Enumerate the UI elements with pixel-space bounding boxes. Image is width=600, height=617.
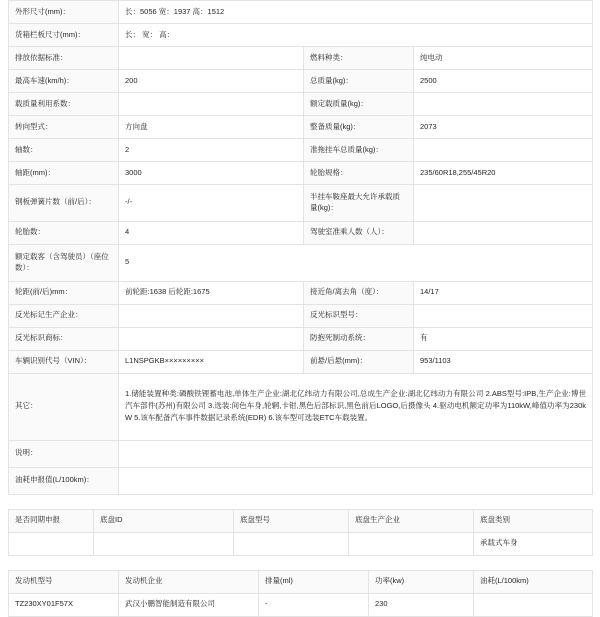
row-value-reflector-brand [119,327,304,350]
table-row [9,185,593,222]
engine-cell-企业: 武汉小鹏智能制造有限公司 [119,593,259,616]
row-value-fuel-consumption [119,467,593,494]
row-label-axle-count: 轴数： [9,139,119,162]
row-label-leaf-spring: 钢板弹簧片数（前/后）： [9,185,119,222]
row-label-gross-mass: 总质量(kg)： [304,70,414,93]
chassis-header-底盘类别: 底盘类别 [474,509,593,532]
engine-cell-排量: - [259,593,369,616]
row-label-tire-spec: 轮胎规格： [304,162,414,185]
row-label-fuel-consumption: 油耗申报值(L/100km)： [9,467,119,494]
table-row [9,139,593,162]
row-value-cargo-box: 长： 宽： 高： [119,24,593,47]
row-label-other-notes: 其它： [9,373,119,440]
row-label-vin: 车辆识别代号（VIN）： [9,350,119,373]
row-value-reflector-model [414,304,593,327]
engine-header-油耗: 油耗(L/100km) [474,570,593,593]
row-label-cargo-box: 货箱栏板尺寸(mm)： [9,24,119,47]
row-value-saddle-mass [414,185,593,222]
row-value-wheelbase: 3000 [119,162,304,185]
chassis-header-底盘ID: 底盘ID [94,509,234,532]
table-row [9,24,593,47]
row-label-curb-mass: 整备质量(kg)： [304,116,414,139]
table-row [9,47,593,70]
table-row [9,116,593,139]
row-value-overhang: 953/1103 [414,350,593,373]
row-value-emission-standard [119,47,304,70]
row-value-seating-capacity: 5 [119,244,593,281]
row-label-reflector-brand: 反光标识商标： [9,327,119,350]
row-value-steering-type: 方向盘 [119,116,304,139]
table-row [9,532,593,555]
chassis-header-底盘型号: 底盘型号 [234,509,349,532]
table-row [9,593,593,616]
table-row [9,467,593,494]
chassis-header-底盘生产企业: 底盘生产企业 [349,509,474,532]
chassis-cell-底盘生产企业 [349,532,474,555]
row-value-tire-count: 4 [119,221,304,244]
row-label-dimensions: 外形尺寸(mm)： [9,1,119,24]
row-value-axle-count: 2 [119,139,304,162]
engine-cell-功率: 230 [369,593,474,616]
row-label-max-speed: 最高车速(km/h)： [9,70,119,93]
chassis-cell-底盘型号 [234,532,349,555]
engine-cell-型号: TZ230XY01F57X [9,593,119,616]
engine-header-功率: 功率(kw) [369,570,474,593]
table-header-row [9,570,593,593]
table-header-row [9,509,593,532]
engine-header-排量: 排量(ml) [259,570,369,593]
row-label-trailer-mass: 准拖挂车总质量(kg)： [304,139,414,162]
row-label-steering-type: 转向型式： [9,116,119,139]
row-label-track-width: 轮距(前/后)mm： [9,281,119,304]
row-label-seating-capacity: 额定载客（含驾驶员）（座位数）： [9,244,119,281]
row-value-abs: 有 [414,327,593,350]
row-label-abs: 防抱死制动系统： [304,327,414,350]
table-row [9,221,593,244]
engine-header-企业: 发动机企业 [119,570,259,593]
row-value-reflector-maker [119,304,304,327]
row-value-approach-departure-angle: 14/17 [414,281,593,304]
row-value-track-width: 前轮距:1638 后轮距:1675 [119,281,304,304]
row-value-description [119,440,593,467]
row-value-load-coefficient [119,93,304,116]
table-row [9,162,593,185]
row-value-tire-spec: 235/60R18,255/45R20 [414,162,593,185]
row-value-fuel-type: 纯电动 [414,47,593,70]
row-label-fuel-type: 燃料种类： [304,47,414,70]
row-value-cab-occupants [414,221,593,244]
table-row [9,93,593,116]
chassis-cell-底盘类别: 承载式车身 [474,532,593,555]
row-label-reflector-model: 反光标识型号： [304,304,414,327]
engine-header-型号: 发动机型号 [9,570,119,593]
row-value-rated-load [414,93,593,116]
row-label-reflector-maker: 反光标记生产企业： [9,304,119,327]
row-value-vin: L1NSPGKB××××××××× [119,350,304,373]
row-label-description: 说明： [9,440,119,467]
chassis-cell-同期申报 [9,532,94,555]
row-label-overhang: 前悬/后悬(mm)： [304,350,414,373]
row-label-saddle-mass: 半挂车鞍座最大允许承载质量(kg)： [304,185,414,222]
row-label-emission-standard: 排放依据标准： [9,47,119,70]
table-row [9,373,593,440]
main-spec-table [8,0,593,495]
table-row [9,281,593,304]
engine-table [8,570,593,617]
chassis-table [8,509,593,556]
row-label-approach-departure-angle: 接近角/离去角（度）： [304,281,414,304]
row-value-other-notes: 1.储能装置种类:磷酸铁锂蓄电池,单体生产企业:湖北亿纬动力有限公司,总成生产企业:湖北亿纬动力有限公司 2.ABS型号:IPB,生产企业:博世汽车部件(苏州)有限公司 3.选装:间色车身,轮辋,卡钳,黑色后部标识,黑色前后LOGO,后摄像头 4.驱动电机额定功率为110kW,峰值功率为230kW 5.该车配备汽车事件数据记录系统(EDR) 6.该车型可选装ETC车载装置。 [119,373,593,440]
table-row [9,327,593,350]
row-label-load-coefficient: 载质量利用系数： [9,93,119,116]
row-value-curb-mass: 2073 [414,116,593,139]
row-label-tire-count: 轮胎数： [9,221,119,244]
row-value-dimensions: 长：5056 宽：1937 高：1512 [119,1,593,24]
table-row [9,304,593,327]
section-gap-1 [8,495,592,509]
table-row [9,350,593,373]
table-row [9,1,593,24]
engine-cell-油耗 [474,593,593,616]
row-label-rated-load: 额定载质量(kg)： [304,93,414,116]
section-gap-2 [8,556,592,570]
table-row [9,70,593,93]
row-label-wheelbase: 轴距(mm)： [9,162,119,185]
row-value-gross-mass: 2500 [414,70,593,93]
chassis-header-同期申报: 是否同期申报 [9,509,94,532]
table-row [9,244,593,281]
table-row [9,440,593,467]
chassis-cell-底盘ID [94,532,234,555]
row-value-trailer-mass [414,139,593,162]
row-value-max-speed: 200 [119,70,304,93]
row-label-cab-occupants: 驾驶室准乘人数（人）： [304,221,414,244]
row-value-leaf-spring: -/- [119,185,304,222]
